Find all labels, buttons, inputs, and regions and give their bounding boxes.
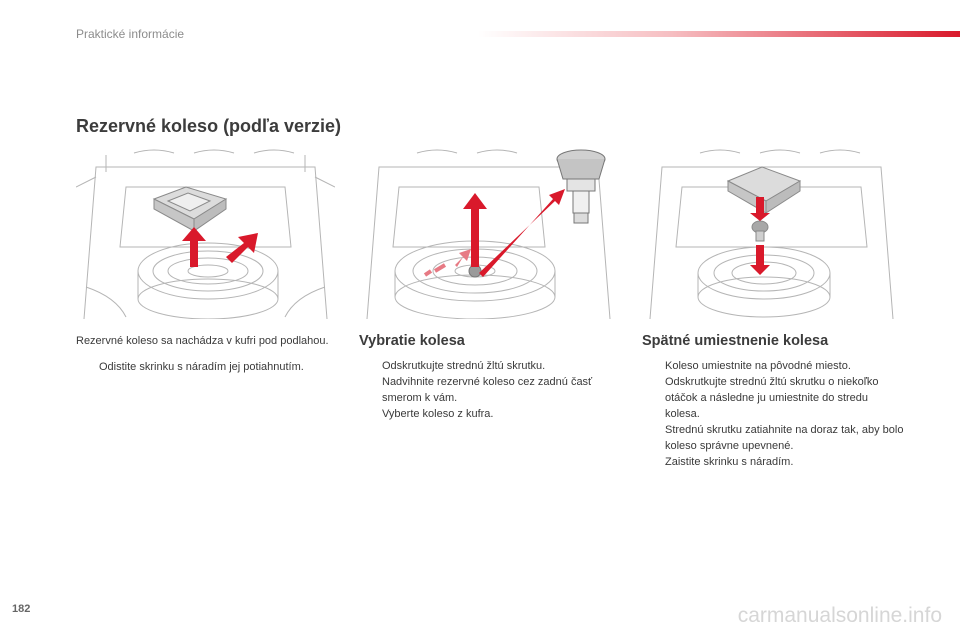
removal-steps	[359, 358, 621, 422]
refit-heading: Spätné umiestnenie kolesa	[642, 333, 829, 349]
page-number: 182	[12, 603, 31, 615]
list-item: Odistite skrinku s náradím jej potiahnutím.	[99, 361, 304, 373]
refit-steps	[642, 358, 904, 470]
removal-column	[359, 333, 621, 422]
refit-column	[642, 333, 904, 470]
removal-heading: Vybratie kolesa	[359, 333, 465, 349]
list-item: Strednú skrutku zatiahnite na doraz tak, aby bolo koleso správne upevnené.	[665, 424, 904, 452]
intro-text: Rezervné koleso sa nachádza v kufri pod podlahou.	[76, 335, 329, 347]
page-title: Rezervné koleso (podľa verzie)	[76, 116, 342, 136]
list-item: Nadvihnite rezervné koleso cez zadnú časť smerom k vám.	[382, 376, 593, 404]
section-header-label: Praktické informácie	[76, 27, 185, 41]
trunk-wheel-bolt-arrows-icon	[359, 147, 618, 319]
trunk-toolbox-arrows-icon	[76, 147, 335, 319]
intro-steps	[76, 359, 338, 375]
spare-wheel-refit-illustration	[642, 147, 901, 319]
list-item: Odskrutkujte strednú žltú skrutku.	[382, 360, 546, 372]
spare-wheel-removal-illustration	[359, 147, 618, 319]
list-item: Vyberte koleso z kufra.	[382, 408, 494, 420]
intro-column	[76, 333, 338, 375]
trunk-toolbox-bolt-arrows-icon	[642, 147, 901, 319]
list-item: Zaistite skrinku s náradím.	[665, 456, 794, 468]
watermark: carmanualsonline.info	[737, 604, 942, 627]
header-accent-bar	[478, 31, 960, 37]
list-item: Koleso umiestnite na pôvodné miesto.	[665, 360, 851, 372]
list-item: Odskrutkujte strednú žltú skrutku o niekoľko otáčok a následne ju umiestnite do stredu kolesa.	[665, 376, 879, 420]
spare-wheel-toolbox-illustration	[76, 147, 335, 319]
